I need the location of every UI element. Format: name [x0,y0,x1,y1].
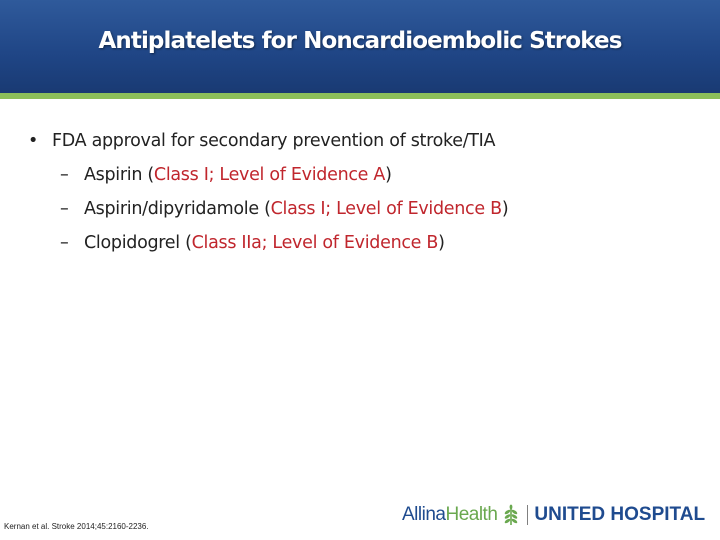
evidence-level: Class I; Level of Evidence A [153,165,386,185]
accent-line [0,93,720,99]
paren-open: ( [179,233,192,253]
main-bullet-text: FDA approval for secondary prevention of stroke/TIA [52,131,496,151]
bullet-list [28,124,708,260]
sub-bullet-dash: – [60,165,69,185]
paren-close: ) [385,165,392,185]
paren-open: ( [258,199,271,219]
logo-divider [527,505,528,525]
slide-title: Antiplatelets for Noncardioembolic Strokes [98,28,622,54]
wheat-sprig-icon [500,504,522,526]
drug-name: Aspirin [84,165,143,185]
title-bar [0,0,720,93]
bullet-dot: • [28,131,39,151]
main-bullet [28,124,708,158]
logo-brand-health: Health [445,504,498,525]
paren-close: ) [501,199,509,219]
drug-name: Aspirin/dipyridamole [84,199,259,219]
paren-open: ( [142,165,154,185]
allina-health-logo [402,502,705,528]
sub-bullet-aspirin [28,158,708,192]
sub-bullet-dash: – [60,233,69,253]
sub-bullet-dash: – [60,199,69,219]
sub-bullet-aspirin-dipyridamole [28,192,708,226]
logo-brand-allina: Allina [402,504,446,525]
logo-unit-name: UNITED HOSPITAL [534,504,706,525]
citation: Kernan et al. Stroke 2014;45:2160-2236. [4,522,149,531]
evidence-level: Class IIa; Level of Evidence B [191,233,439,253]
sub-bullet-clopidogrel [28,226,708,260]
paren-close: ) [438,233,445,253]
sub-bullet-text [84,158,392,192]
sub-bullet-text [84,192,508,226]
drug-name: Clopidogrel [84,233,180,253]
sub-bullet-text [84,226,445,260]
evidence-level: Class I; Level of Evidence B [270,199,502,219]
